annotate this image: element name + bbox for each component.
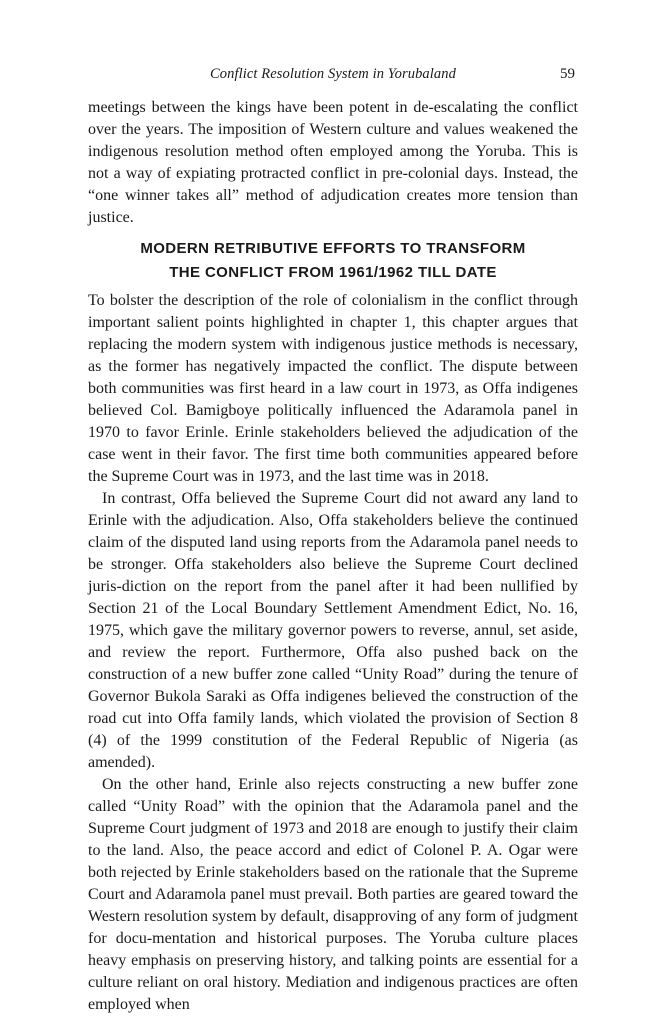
section-paragraph-1: To bolster the description of the role of colonialism in the conflict through important salient points highlighted in chapter 1, this chapter argues that replacing the modern system with indigenous justice methods is necessary, as the former has negatively impacted the conflict. The dispute between both communities was first heard in a law court in 1973, as Offa indigenes believed Col. Bamigboye politically influenced the Adaramola panel in 1970 to favor Erinle. Erinle stakeholders believed the adjudication of the case went in their favor. The first time both communities appeared before the Supreme Court was in 1973, and the last time was in 2018.: [88, 292, 578, 485]
running-header: [88, 66, 578, 86]
section-heading: [88, 237, 578, 285]
running-title: Conflict Resolution System in Yorubaland: [210, 66, 456, 82]
section-paragraph-2: In contrast, Offa believed the Supreme Court did not award any land to Erinle with the adjudication. Also, Offa stakeholders believe the continued claim of the disputed land using reports from the Adaramola panel needs to be stronger. Offa stakeholders also believe the Supreme Court declined juris-diction on the report from the panel after it had been nullified by Section 21 of the Local Boundary Settlement Amendment Edict, No. 16, 1975, which gave the military governor powers to reverse, annul, set aside, and review the report. Furthermore, Offa also pushed back on the construction of a new buffer zone called “Unity Road” during the tenure of Governor Bukola Saraki as Offa indigenes believed the construction of the road cut into Offa family lands, which violated the provision of Section 8 (4) of the 1999 constitution of the Federal Republic of Nigeria (as amended).: [88, 490, 578, 771]
page-number: 59: [560, 66, 575, 82]
section-heading-line-2: THE CONFLICT FROM 1961/1962 TILL DATE: [169, 264, 497, 281]
section-paragraph-3: On the other hand, Erinle also rejects constructing a new buffer zone called “Unity Road” with the opinion that the Adaramola panel and the Supreme Court judgment of 1973 and 2018 are enough to justify their claim to the land. Also, the peace accord and edict of Colonel P. A. Ogar were both rejected by Erinle stakeholders based on the rationale that the Supreme Court and Adaramola panel must prevail. Both parties are geared toward the Western resolution system by default, disapproving of any form of judgment for docu-mentation and historical purposes. The Yoruba culture places heavy emphasis on preserving history, and talking points are essential for a culture reliant on oral history. Mediation and indigenous practices are often employed when: [88, 776, 578, 1013]
book-page: [88, 0, 578, 1013]
section-heading-line-1: MODERN RETRIBUTIVE EFFORTS TO TRANSFORM: [140, 240, 526, 257]
intro-paragraph: meetings between the kings have been potent in de-escalating the conflict over the years. The imposition of Western culture and values weakened the indigenous resolution method often employed among the Yoruba. This is not a way of expiating protracted conflict in pre-colonial days. Instead, the “one winner takes all” method of adjudication creates more tension than justice.: [88, 99, 578, 226]
section-body: [88, 290, 578, 1016]
